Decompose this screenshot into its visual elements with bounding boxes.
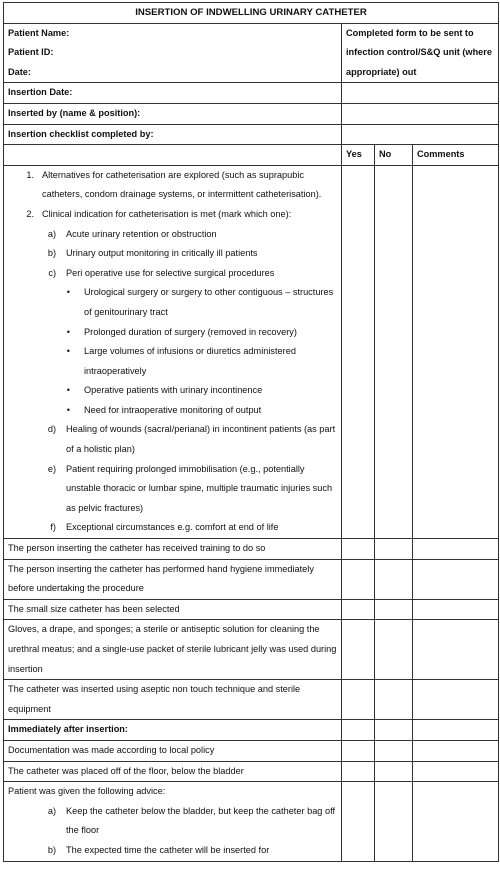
check-text: The catheter was inserted using aseptic non touch technique and sterile equipment [4, 680, 342, 720]
periop-text: Prolonged duration of surgery (removed in recovery) [84, 326, 297, 337]
no-checkbox-cell[interactable] [375, 559, 413, 599]
inserted-by-row [4, 103, 499, 124]
yes-checkbox-cell[interactable] [342, 720, 375, 741]
comments-cell[interactable] [413, 720, 499, 741]
bullet-icon: • [66, 346, 70, 357]
item-1 [8, 166, 337, 205]
item-2 [8, 205, 337, 225]
checklist-by-row [4, 124, 499, 145]
check-text: The person inserting the catheter has received training to do so [4, 539, 342, 560]
item-1-number: 1. [26, 169, 34, 180]
catheter-form-table [3, 2, 499, 862]
indication-d [8, 420, 337, 459]
periop-item [8, 283, 337, 322]
submission-note: Completed form to be sent to infection control/S&Q unit (where appropriate) out [342, 23, 499, 83]
check-text: The person inserting the catheter has performed hand hygiene immediately before undertaking the procedure [4, 559, 342, 599]
check-row [4, 680, 499, 720]
indication-cell [4, 165, 342, 538]
patient-fields[interactable] [4, 23, 342, 83]
advice-intro: Patient was given the following advice: [8, 786, 166, 797]
check-row [4, 599, 499, 620]
comments-cell[interactable] [413, 620, 499, 680]
no-checkbox-cell[interactable] [375, 539, 413, 560]
after-insertion-heading: Immediately after insertion: [4, 720, 342, 741]
periop-item [8, 323, 337, 343]
bullet-icon: • [66, 287, 70, 298]
advice-text: The expected time the catheter will be inserted for [66, 844, 270, 855]
column-header-blank [4, 145, 342, 166]
check-row [4, 559, 499, 599]
indication-text: Peri operative use for selective surgical procedures [66, 267, 275, 278]
no-checkbox-cell[interactable] [375, 761, 413, 782]
yes-checkbox-cell[interactable] [342, 620, 375, 680]
insertion-date-row [4, 83, 499, 104]
advice-b [8, 841, 337, 861]
column-header-row [4, 145, 499, 166]
yes-checkbox-cell[interactable] [342, 599, 375, 620]
indication-letter: b) [47, 248, 56, 259]
date-label: Date: [8, 66, 31, 77]
bullet-icon: • [66, 385, 70, 396]
check-text: The catheter was placed off of the floor, below the bladder [4, 761, 342, 782]
checklist-by-label: Insertion checklist completed by: [4, 124, 342, 145]
check-row [4, 740, 499, 761]
form-title: INSERTION OF INDWELLING URINARY CATHETER [4, 3, 499, 24]
check-text: The small size catheter has been selected [4, 599, 342, 620]
advice-row [4, 782, 499, 861]
check-row [4, 539, 499, 560]
indication-text: Urinary output monitoring in critically ill patients [66, 248, 258, 259]
check-text: Gloves, a drape, and sponges; a sterile or antiseptic solution for cleaning the urethral meatus; and a single-use packet of sterile lubricant jelly was used during insertion [4, 620, 342, 680]
periop-item [8, 342, 337, 381]
patient-name-label: Patient Name: [8, 27, 70, 38]
comments-column-header: Comments [413, 145, 499, 166]
indication-letter: c) [48, 267, 56, 278]
yes-checkbox-cell[interactable] [342, 539, 375, 560]
indication-e [8, 460, 337, 519]
indication-row [4, 165, 499, 538]
check-row [4, 620, 499, 680]
no-checkbox-cell[interactable] [375, 740, 413, 761]
yes-checkbox-cell[interactable] [342, 680, 375, 720]
no-checkbox-cell[interactable] [375, 782, 413, 861]
advice-letter: b) [47, 844, 56, 855]
periop-text: Operative patients with urinary incontinence [84, 385, 263, 396]
periop-text: Need for intraoperative monitoring of output [84, 404, 262, 415]
comments-cell[interactable] [413, 559, 499, 599]
item-1-text: Alternatives for catheterisation are explored (such as suprapubic catheters, condom drainage systems, or intermittent catheterisation). [42, 169, 322, 200]
advice-a [8, 802, 337, 841]
no-checkbox-cell[interactable] [375, 620, 413, 680]
advice-text: Keep the catheter below the bladder, but keep the catheter bag off the floor [66, 805, 336, 836]
no-checkbox-cell[interactable] [375, 165, 413, 538]
insertion-date-label: Insertion Date: [4, 83, 342, 104]
indication-letter: d) [47, 424, 56, 435]
comments-cell[interactable] [413, 740, 499, 761]
comments-cell[interactable] [413, 165, 499, 538]
periop-item [8, 401, 337, 421]
indication-letter: e) [47, 463, 56, 474]
yes-checkbox-cell[interactable] [342, 782, 375, 861]
indication-text: Exceptional circumstances e.g. comfort at end of life [66, 522, 279, 533]
inserted-by-label: Inserted by (name & position): [4, 103, 342, 124]
indication-text: Healing of wounds (sacral/perianal) in incontinent patients (as part of a holistic plan) [66, 424, 336, 455]
periop-item [8, 381, 337, 401]
periop-text: Urological surgery or surgery to other contiguous – structures of genitourinary tract [84, 287, 334, 317]
periop-text: Large volumes of infusions or diuretics administered intraoperatively [84, 346, 296, 376]
bullet-icon: • [66, 404, 70, 415]
yes-checkbox-cell[interactable] [342, 740, 375, 761]
item-2-number: 2. [26, 208, 34, 219]
no-checkbox-cell[interactable] [375, 720, 413, 741]
indication-text: Patient requiring prolonged immobilisation (e.g., potentially unstable thoracic or lumbar spine, multiple traumatic injuries such as pelvic fractures) [66, 463, 333, 513]
checklist-by-field[interactable] [342, 124, 499, 145]
after-insertion-heading-row [4, 720, 499, 741]
yes-checkbox-cell[interactable] [342, 761, 375, 782]
patient-id-label: Patient ID: [8, 47, 54, 58]
indication-c [8, 264, 337, 284]
advice-cell [4, 782, 342, 861]
indication-f [8, 518, 337, 538]
patient-row [4, 23, 499, 83]
indication-text: Acute urinary retention or obstruction [66, 228, 217, 239]
inserted-by-field[interactable] [342, 103, 499, 124]
no-checkbox-cell[interactable] [375, 680, 413, 720]
no-checkbox-cell[interactable] [375, 599, 413, 620]
comments-cell[interactable] [413, 599, 499, 620]
comments-cell[interactable] [413, 539, 499, 560]
comments-cell[interactable] [413, 680, 499, 720]
yes-column-header: Yes [342, 145, 375, 166]
indication-letter: f) [50, 522, 56, 533]
item-2-text: Clinical indication for catheterisation is met (mark which one): [42, 208, 292, 219]
check-text: Documentation was made according to local policy [4, 740, 342, 761]
comments-cell[interactable] [413, 761, 499, 782]
insertion-date-field[interactable] [342, 83, 499, 104]
advice-letter: a) [47, 805, 56, 816]
yes-checkbox-cell[interactable] [342, 165, 375, 538]
title-row [4, 3, 499, 24]
indication-letter: a) [47, 228, 56, 239]
comments-cell[interactable] [413, 782, 499, 861]
indication-a [8, 225, 337, 245]
check-row [4, 761, 499, 782]
bullet-icon: • [66, 326, 70, 337]
indication-b [8, 244, 337, 264]
yes-checkbox-cell[interactable] [342, 559, 375, 599]
no-column-header: No [375, 145, 413, 166]
